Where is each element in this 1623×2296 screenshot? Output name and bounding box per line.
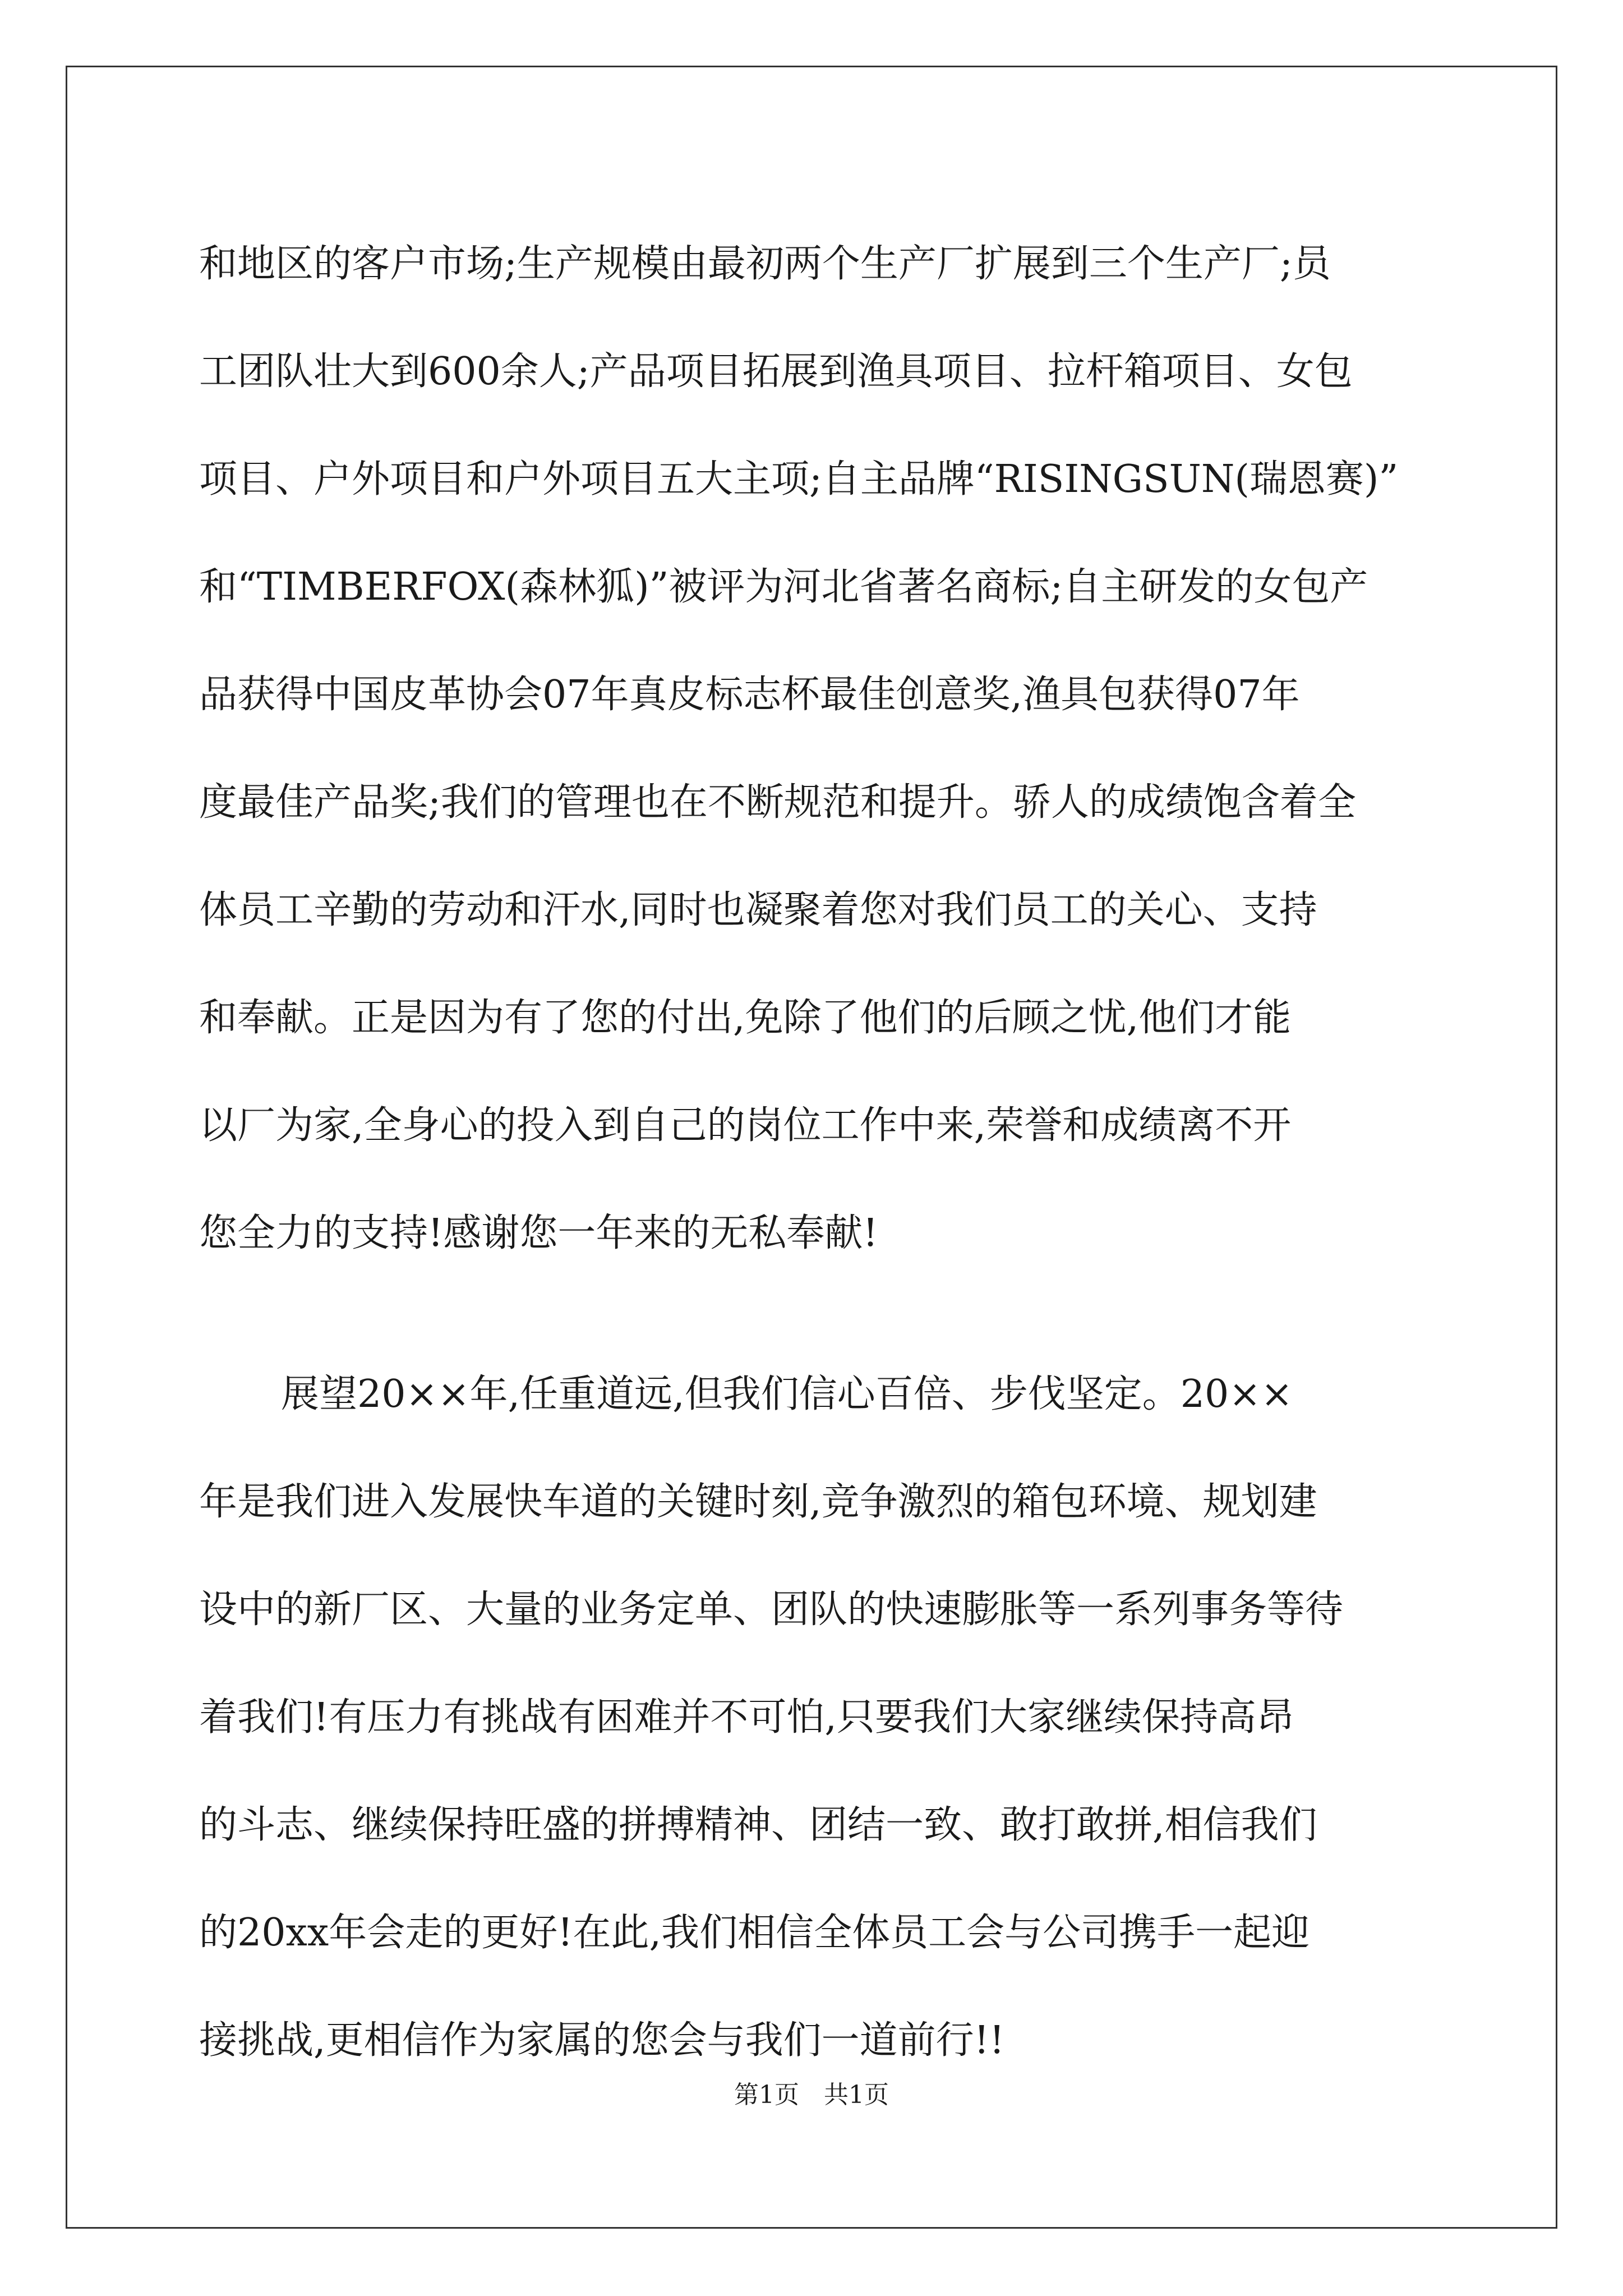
page-number: 第1页 共1页 <box>734 2081 889 2109</box>
paragraph-1-line: 体员工辛勤的劳动和汗水,同时也凝聚着您对我们员工的关心、支持 <box>199 888 1317 932</box>
paragraph-2-line: 年是我们进入发展快车道的关键时刻,竞争激烈的箱包环境、规划建 <box>199 1480 1317 1524</box>
paragraph-1-line: 工团队壮大到600余人;产品项目拓展到渔具项目、拉杆箱项目、女包 <box>199 349 1353 394</box>
paragraph-1-line: 度最佳产品奖;我们的管理也在不断规范和提升。骄人的成绩饱含着全 <box>199 780 1356 825</box>
paragraph-2-line: 设中的新厂区、大量的业务定单、团队的快速膨胀等一系列事务等待 <box>199 1588 1344 1632</box>
paragraph-2-line: 展望20××年,任重道远,但我们信心百倍、步伐坚定。20×× <box>281 1372 1293 1416</box>
paragraph-2-line: 接挑战,更相信作为家属的您会与我们一道前行!! <box>199 2018 1005 2063</box>
document-body <box>199 210 1433 2095</box>
paragraph-1-line: 和地区的客户市场;生产规模由最初两个生产厂扩展到三个生产厂;员 <box>199 242 1331 286</box>
paragraph-1-line: 您全力的支持!感谢您一年来的无私奉献! <box>199 1211 878 1255</box>
paragraph-2-line: 着我们!有压力有挑战有困难并不可怕,只要我们大家继续保持高昂 <box>199 1695 1294 1740</box>
paragraph-1-line: 和“TIMBERFOX(森林狐)”被评为河北省著名商标;自主研发的女包产 <box>199 565 1368 609</box>
paragraph-2-line: 的斗志、继续保持旺盛的拼搏精神、团结一致、敢打敢拼,相信我们 <box>199 1803 1317 1847</box>
paragraph-1-line: 品获得中国皮革协会07年真皮标志杯最佳创意奖,渔具包获得07年 <box>199 673 1300 717</box>
paragraph-1-line: 项目、户外项目和户外项目五大主项;自主品牌“RISINGSUN(瑞恩赛)” <box>199 457 1399 501</box>
paragraph-1-line: 和奉献。正是因为有了您的付出,免除了他们的后顾之忧,他们才能 <box>199 996 1292 1040</box>
paragraph-1-line: 以厂为家,全身心的投入到自己的岗位工作中来,荣誉和成绩离不开 <box>199 1103 1292 1148</box>
paragraph-gap <box>199 1287 1433 1341</box>
paragraph-2-line: 的20xx年会走的更好!在此,我们相信全体员工会与公司携手一起迎 <box>199 1911 1310 1955</box>
